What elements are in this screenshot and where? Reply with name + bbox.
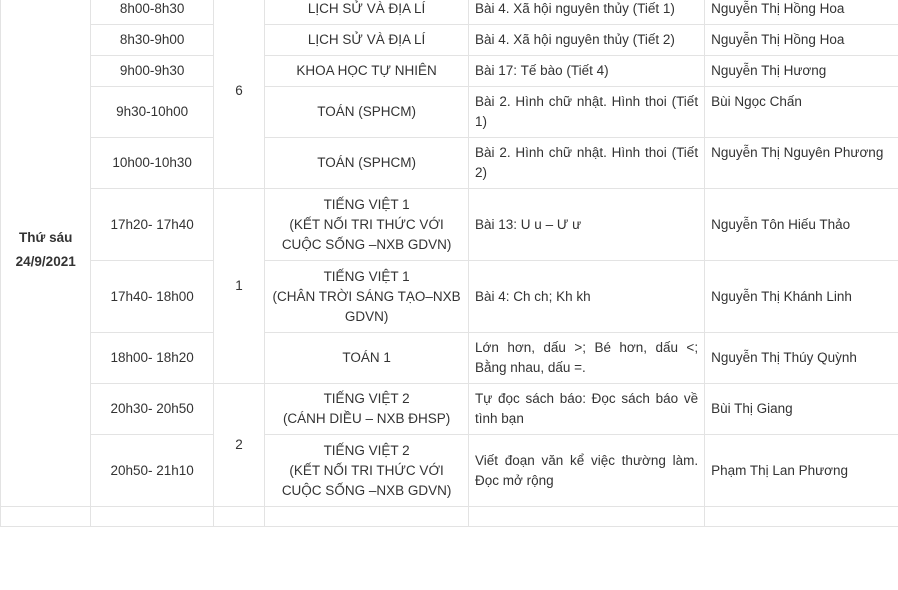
time-cell: 8h30-9h00: [91, 25, 214, 56]
subject-line: TIẾNG VIỆT 1: [323, 268, 410, 284]
subject-line: TOÁN (SPHCM): [317, 155, 416, 170]
time-cell-next: [91, 507, 214, 527]
lesson-cell: Bài 4. Xã hội nguyên thủy (Tiết 1): [469, 0, 705, 25]
subject-publisher: (CÁNH DIỀU – NXB ĐHSP): [282, 411, 451, 426]
table-row: [1, 333, 898, 384]
subject-publisher: (CHÂN TRỜI SÁNG TẠO–NXB GDVN): [272, 288, 461, 324]
teacher-cell: Bùi Thị Giang: [705, 384, 898, 435]
lesson-cell: Bài 17: Tế bào (Tiết 4): [469, 56, 705, 87]
time-cell: 8h00-8h30: [91, 0, 214, 25]
subject-cell: [265, 56, 469, 87]
time-cell: 9h30-10h00: [91, 87, 214, 138]
day-date: 24/9/2021: [15, 254, 76, 269]
table-row: [1, 0, 898, 25]
day-cell: [1, 0, 91, 507]
table-row: [1, 189, 898, 261]
teacher-cell: Nguyễn Thị Khánh Linh: [705, 261, 898, 333]
subject-line: TOÁN 1: [342, 350, 391, 365]
table-row: [1, 25, 898, 56]
grade-cell: 1: [213, 189, 264, 384]
table-row: [1, 87, 898, 138]
subject-cell: [265, 87, 469, 138]
subject-line: TIẾNG VIỆT 1: [323, 196, 410, 212]
subject-line: LỊCH SỬ VÀ ĐỊA LÍ: [307, 32, 426, 47]
subject-cell: [265, 0, 469, 25]
subject-line: KHOA HỌC TỰ NHIÊN: [296, 63, 437, 78]
day-name: Thứ sáu: [19, 230, 73, 245]
time-cell: 17h40- 18h00: [91, 261, 214, 333]
lesson-cell: Bài 4: Ch ch; Kh kh: [469, 261, 705, 333]
subject-cell-next: [265, 507, 469, 527]
lesson-cell: Tự đọc sách báo: Đọc sách báo về tình bạn: [469, 384, 705, 435]
subject-cell: [265, 25, 469, 56]
time-cell: 20h50- 21h10: [91, 435, 214, 507]
day-cell-next: [1, 507, 91, 527]
teacher-cell-next: [705, 507, 898, 527]
time-cell: 20h30- 20h50: [91, 384, 214, 435]
teacher-cell: Nguyễn Thị Thúy Quỳnh: [705, 333, 898, 384]
time-cell: 17h20- 17h40: [91, 189, 214, 261]
lesson-cell: Lớn hơn, dấu >; Bé hơn, dấu <; Bằng nhau, dấu =.: [469, 333, 705, 384]
lesson-cell: Bài 4. Xã hội nguyên thủy (Tiết 2): [469, 25, 705, 56]
subject-cell: [265, 435, 469, 507]
table-row: [1, 261, 898, 333]
teacher-cell: Phạm Thị Lan Phương: [705, 435, 898, 507]
subject-line: TIẾNG VIỆT 2: [323, 442, 410, 458]
time-cell: 9h00-9h30: [91, 56, 214, 87]
subject-publisher: (KẾT NỐI TRI THỨC VỚI CUỘC SỐNG –NXB GDVN): [281, 216, 452, 252]
lesson-cell: Bài 13: U u – Ư ư: [469, 189, 705, 261]
teacher-cell: Nguyễn Thị Hương: [705, 56, 898, 87]
teacher-cell: Nguyễn Tôn Hiếu Thảo: [705, 189, 898, 261]
teacher-cell: Nguyễn Thị Nguyên Phương: [705, 138, 898, 189]
grade-cell: 2: [213, 384, 264, 507]
teacher-cell: Nguyễn Thị Hồng Hoa: [705, 25, 898, 56]
subject-cell: [265, 384, 469, 435]
table-row: [1, 435, 898, 507]
teacher-cell: Nguyễn Thị Hồng Hoa: [705, 0, 898, 25]
grade-cell: 6: [213, 0, 264, 189]
subject-publisher: (KẾT NỐI TRI THỨC VỚI CUỘC SỐNG –NXB GDVN): [281, 462, 452, 498]
table-row: [1, 384, 898, 435]
time-cell: 18h00- 18h20: [91, 333, 214, 384]
subject-cell: [265, 261, 469, 333]
table-row: [1, 56, 898, 87]
subject-line: LỊCH SỬ VÀ ĐỊA LÍ: [307, 1, 426, 16]
lesson-cell: Bài 2. Hình chữ nhật. Hình thoi (Tiết 2): [469, 138, 705, 189]
teacher-cell: Bùi Ngọc Chấn: [705, 87, 898, 138]
subject-cell: [265, 138, 469, 189]
subject-cell: [265, 333, 469, 384]
lesson-cell: Viết đoạn văn kể việc thường làm. Đọc mở rộng: [469, 435, 705, 507]
time-cell: 10h00-10h30: [91, 138, 214, 189]
lesson-cell: Bài 2. Hình chữ nhật. Hình thoi (Tiết 1): [469, 87, 705, 138]
subject-line: TOÁN (SPHCM): [317, 104, 416, 119]
table-row-next: [1, 507, 898, 527]
table-row: [1, 138, 898, 189]
grade-cell-next: [213, 507, 264, 527]
lesson-cell-next: [469, 507, 705, 527]
subject-line: TIẾNG VIỆT 2: [323, 391, 410, 406]
subject-cell: [265, 189, 469, 261]
